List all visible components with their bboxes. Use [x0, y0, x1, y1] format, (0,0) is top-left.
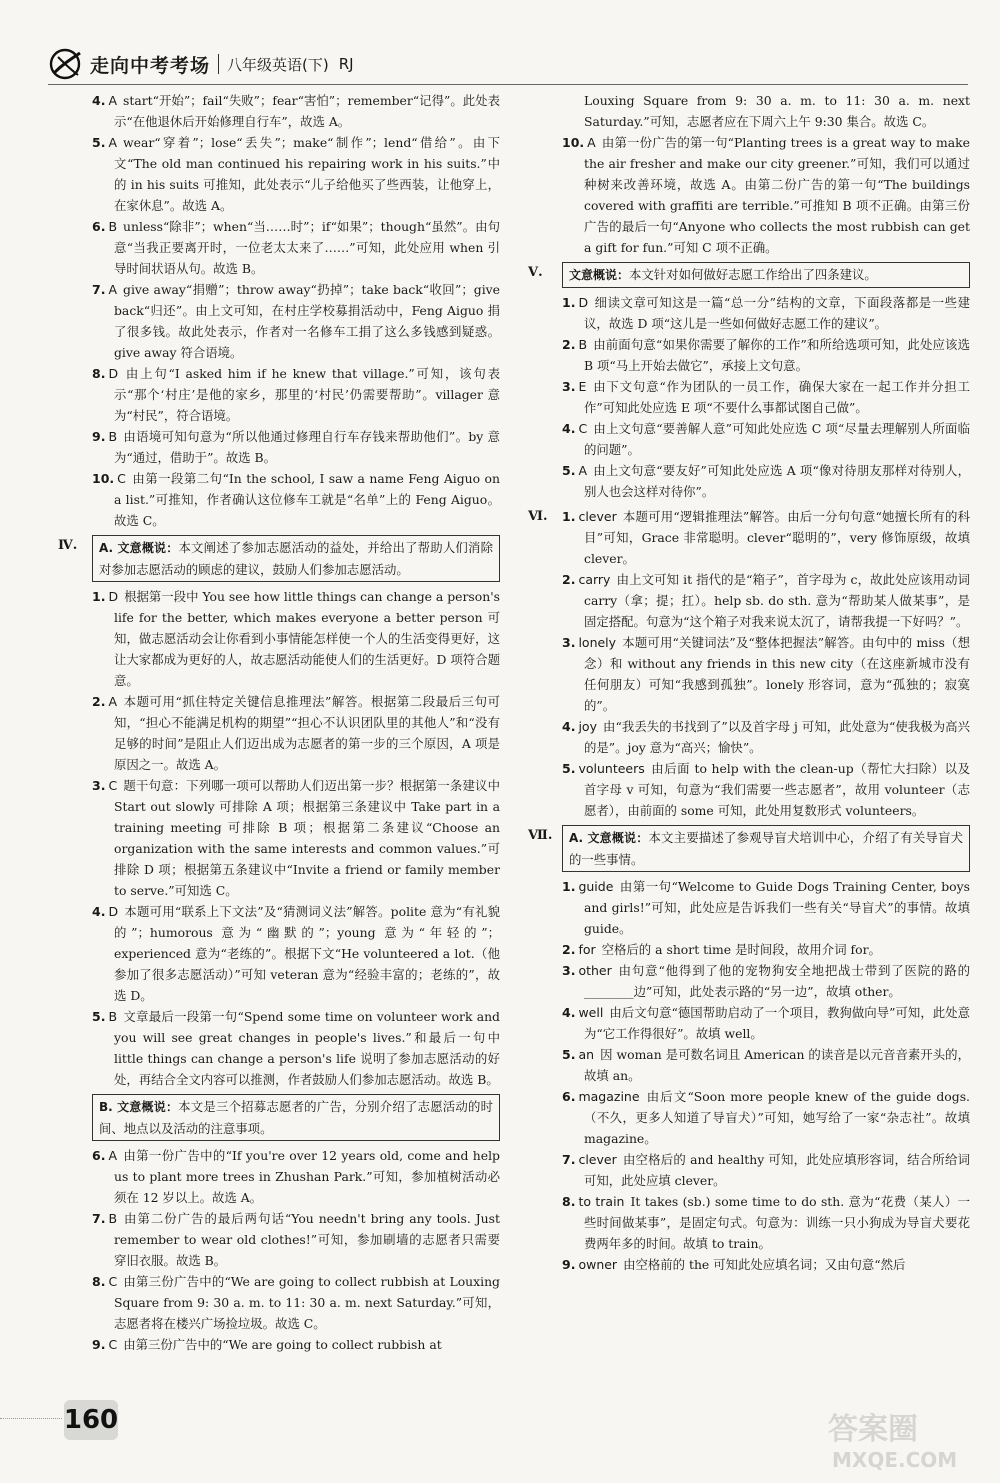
item-num: 6. [92, 1148, 106, 1163]
answer-item [562, 716, 970, 758]
item-answer: an [578, 1047, 595, 1062]
answer-item [562, 1191, 970, 1254]
item-num: 4. [562, 421, 576, 436]
answer-item [562, 460, 970, 502]
item-number [92, 694, 117, 709]
answer-item [92, 1208, 500, 1271]
item-num: 3. [562, 379, 576, 394]
item-num: 4. [92, 93, 106, 108]
item-answer: A [108, 93, 118, 108]
item-num: 4. [562, 1005, 576, 1020]
item-number [92, 429, 117, 444]
item-num: 8. [92, 1274, 106, 1289]
item-num: 7. [92, 1211, 106, 1226]
item-answer: for [578, 942, 596, 957]
item-answer: B [108, 219, 118, 234]
item-explanation: 细读文章可知这是一篇“总一分”结构的文章，下面段落都是一些建议，故选 D 项“这儿是一些如何做好志愿工作的建议”。 [584, 295, 970, 331]
answer-item [92, 1334, 500, 1355]
summary-title: A. 文意概说： [569, 831, 649, 845]
item-number [562, 635, 616, 650]
answer-item [562, 1254, 970, 1275]
item-answer: carry [578, 572, 611, 587]
item-answer: B [108, 1211, 118, 1226]
item-explanation: 由上文句意“要善解人意”可知此处应选 C 项“尽量去理解别人所面临的问题”。 [584, 421, 970, 457]
item-number [562, 1257, 617, 1272]
answer-item [562, 876, 970, 939]
item-number [92, 93, 117, 108]
answer-item [92, 1006, 500, 1090]
item-number [92, 1211, 117, 1226]
edition-label: RJ [338, 55, 354, 73]
item-number [92, 135, 117, 150]
answer-item [562, 1002, 970, 1044]
item-answer: C [108, 1337, 118, 1352]
item-answer: A [108, 282, 118, 297]
answer-item [562, 939, 970, 960]
page-header [48, 44, 354, 84]
item-number [562, 509, 617, 524]
answer-item [562, 418, 970, 460]
item-number [562, 942, 596, 957]
item-explanation: 由第一句“Welcome to Guide Dogs Training Center, boys and girls!”可知，此处应是告诉我们一些有关“导盲犬”的事情。故填 guide。 [584, 879, 970, 936]
item-explanation: 由后文句意“德国帮助启动了一个项目，教狗做向导”可知，此处意为“它工作得很好”。故填 well。 [584, 1005, 970, 1041]
subject-title: 八年级英语(下) [227, 55, 329, 74]
answer-item [92, 775, 500, 901]
item-num: 2. [562, 942, 576, 957]
item-explanation: 由后文“Soon more people knew of the guide dogs.（不久，更多人知道了导盲犬）”可知，她写给了一家“杂志社”。故填 magazine。 [584, 1089, 970, 1146]
item-number [562, 761, 645, 776]
item-explanation: 文章最后一段第一句“Spend some time on volunteer work and you will see great changes in people's lives.”和最后一句中 little things can change a person's life 说明了参加志愿活动的好处，再结合全文内容可以推测，作者鼓励人们参加志愿活动。故选 B。 [114, 1009, 500, 1087]
answer-item [92, 901, 500, 1006]
item-answer: well [578, 1005, 604, 1020]
item-number [562, 421, 587, 436]
item-explanation: 由第一份广告的第一句“Planting trees is a great way to make the air fresher and make our city greener.”可知，我们可以通过种树来改善环境，故选 A。由第二份广告的第一句“The buildings covered with graffiti are terrible.”可推知 B 项不正确。由第三份广告的最后一句“Anyone who collects the most rubbish can get a gift for fun.”可知 C 项不正确。 [584, 135, 970, 255]
answer-item [562, 632, 970, 716]
item-explanation: 由上文句意“要友好”可知此处应选 A 项“像对待朋友那样对待别人，别人也会这样对待你”。 [584, 463, 970, 499]
item-explanation: 空格后的 a short time 是时间段，故用介词 for。 [601, 942, 881, 957]
item-num: 3. [562, 963, 576, 978]
item-number [562, 963, 612, 978]
left-top-items [92, 90, 500, 531]
item-answer: D [108, 366, 119, 381]
item-number [92, 366, 118, 381]
right-column [528, 90, 970, 1275]
section-roman: Ⅴ. [528, 265, 543, 280]
item-answer: D [108, 589, 119, 604]
item-answer: C [108, 1274, 118, 1289]
item-num: 9. [92, 429, 106, 444]
item-explanation: 本题可用“逻辑推理法”解答。由后一分句句意“她擅长所有的科目”可知，Grace 非常聪明。clever“聪明的”，very 修饰原级，故填 clever。 [584, 509, 970, 566]
summary-box [562, 262, 970, 288]
watermark-line-1: 答案圈 [828, 1412, 918, 1447]
item-number [562, 1005, 603, 1020]
item-number [92, 589, 118, 604]
item-num: 5. [562, 761, 576, 776]
item-number [92, 219, 117, 234]
item-answer: A [578, 463, 588, 478]
summary-box-a [92, 535, 500, 582]
answer-item [92, 468, 500, 531]
item-explanation: 由句意“他得到了他的宠物狗安全地把战士带到了医院的路的________边”可知，此处表示路的“另一边”，故填 other。 [584, 963, 970, 999]
item-number [92, 778, 117, 793]
brand-logo-icon [48, 47, 84, 81]
summary-text: 本文阐述了参加志愿活动的益处，并给出了帮助人们消除对参加志愿活动的顾虑的建议，鼓励人们参加志愿活动。 [99, 540, 494, 577]
item-explanation: 因 woman 是可数名词且 American 的读音是以元音音素开头的，故填 an。 [584, 1047, 970, 1083]
item-num: 5. [92, 135, 106, 150]
item-explanation: start“开始”；fail“失败”；fear“害怕”；remember“记得”。此处表示“在他退休后开始修理自行车”，故选 A。 [114, 93, 500, 129]
section-7-items [562, 876, 970, 1275]
item-explanation: 根据第一段中 You see how little things can change a person's life for the better, which makes everyone a better person 可知，做志愿活动会让你看到小事情能怎样使一个人的生活变得更好，这让大家都成为更好的人，故志愿活动能使人们的生活更好。D 项符合题意。 [114, 589, 500, 688]
item-num: 5. [92, 1009, 106, 1024]
item-explanation: 由上句“I asked him if he knew that village.”可知，该句表示“那个‘村庄’是他的家乡，那里的‘村民’仍需要帮助”。villager 意为“村民”，符合语境。 [114, 366, 500, 423]
item-number [562, 1194, 624, 1209]
item-number [92, 471, 126, 486]
answer-item [92, 1271, 500, 1334]
item-number [92, 1148, 117, 1163]
item-num: 9. [92, 1337, 106, 1352]
answer-item [92, 363, 500, 426]
item-explanation: 由语境可知句意为“所以他通过修理自行车存钱来帮助他们”。by 意为“通过，借助于”。故选 B。 [114, 429, 500, 465]
item-explanation: 本题可用“关键词法”及“整体把握法”解答。由句中的 miss（想念）和 without any friends in this new city（在这座新城市没有任何朋友）可知“我感到孤独”。lonely 形容词，意为“孤独的；寂寞的”。 [584, 635, 970, 713]
item-answer: magazine [578, 1089, 640, 1104]
item-answer: B [108, 1009, 118, 1024]
item-number [562, 379, 586, 394]
item-answer: owner [578, 1257, 618, 1272]
item-explanation: 本题可用“联系上下文法”及“猜测词义法”解答。polite 意为“有礼貌的”；humorous 意为“幽默的”；young 意为“年轻的”；experienced 意为“老练的”。根据下文“He volunteered a lot.（他参加了很多志愿活动）”可知 veteran 意为“经验丰富的；老练的”，故选 D。 [114, 904, 500, 1003]
answer-item [562, 1044, 970, 1086]
item-number [562, 572, 610, 587]
item-answer: to train [578, 1194, 625, 1209]
item-answer: B [108, 429, 118, 444]
item-number [92, 1337, 117, 1352]
item-explanation: 由第二份广告的最后两句话“You needn't bring any tools. Just remember to wear old clothes!”可知，参加刷墙的志愿者只需要穿旧衣服。故选 B。 [114, 1211, 500, 1268]
section-4 [58, 535, 500, 1355]
answer-item [562, 960, 970, 1002]
item-num: 3. [92, 778, 106, 793]
section-4b-items [92, 1145, 500, 1355]
brand-title: 走向中考考场 [90, 54, 211, 77]
item-explanation: 由第三份广告中的“We are going to collect rubbish at [123, 1337, 442, 1352]
answer-item [562, 376, 970, 418]
item-num: 3. [562, 635, 576, 650]
item-num: 9. [562, 1257, 576, 1272]
section-7 [528, 825, 970, 1275]
item-number [92, 282, 117, 297]
answer-item [92, 586, 500, 691]
watermark-logo [820, 1405, 980, 1477]
answer-item [562, 1149, 970, 1191]
section-4a-items [92, 586, 500, 1090]
answer-continuation: Louxing Square from 9: 30 a. m. to 11: 30 a. m. next Saturday.”可知，志愿者应在下周六上午 9:30 集合。故选 C。 [584, 93, 970, 129]
item-number [562, 1089, 640, 1104]
summary-text: 本文是三个招募志愿者的广告，分别介绍了志愿活动的时间、地点以及活动的注意事项。 [99, 1099, 493, 1136]
item-num: 8. [562, 1194, 576, 1209]
item-num: 2. [92, 694, 106, 709]
answer-item [92, 691, 500, 775]
item-num: 4. [92, 904, 106, 919]
item-answer: A [108, 135, 118, 150]
item-explanation: 由下文句意“作为团队的一员工作，确保大家在一起工作并分担工作”可知此处应选 E 项“不要什么事都试图自己做”。 [584, 379, 970, 415]
item-num: 5. [562, 1047, 576, 1062]
section-roman: Ⅵ. [528, 509, 548, 524]
item-explanation: 由空格前的 the 可知此处应填名词；又由句意“然后 [623, 1257, 906, 1272]
item-answer: volunteers [578, 761, 645, 776]
summary-text: 本文针对如何做好志愿工作给出了四条建议。 [629, 267, 877, 282]
answer-item [562, 1086, 970, 1149]
summary-box [562, 825, 970, 872]
item-answer: lonely [578, 635, 617, 650]
item-10 [562, 132, 970, 258]
answer-item [562, 292, 970, 334]
item-explanation: 由“我丢失的书找到了”以及首字母 j 可知，此处意为“使我极为高兴的是”。joy 意为“高兴；愉快”。 [584, 719, 970, 755]
answer-item [92, 279, 500, 363]
item-explanation: 由后面 to help with the clean-up（帮忙大扫除）以及首字母 v 可知，句意为“我们需要一些志愿者”，故用 volunteer（志愿者），由前面的 some 可知，此处用复数形式 volunteers。 [584, 761, 970, 818]
section-5 [528, 262, 970, 502]
item-answer: clever [578, 509, 617, 524]
item-num: 1. [92, 589, 106, 604]
summary-title: A. 文意概说： [99, 541, 179, 555]
summary-title: B. 文意概说： [99, 1100, 179, 1114]
item-explanation: 由上文可知 it 指代的是“箱子”，首字母为 c，故此处应该用动词 carry（拿；提；扛）。help sb. do sth. 意为“帮助某人做某事”，是固定搭配。句意为“这个箱子对我来说太沉了，请帮我提一下好吗？”。 [584, 572, 970, 629]
item-explanation: wear“穿着”；lose“丢失”；make“制作”；lend“借给”。由下文“The old man continued his repairing work in his suits.”中的 in his suits 可推知，此处表示“儿子给他买了些西装，让他穿上，在家休息”。故选 A。 [114, 135, 500, 213]
section-6-items [562, 506, 970, 821]
item-number [92, 904, 118, 919]
answer-item [562, 506, 970, 569]
answer-item [92, 132, 500, 216]
item-answer: A [108, 1148, 118, 1163]
section-6 [528, 506, 970, 821]
item-answer: E [578, 379, 587, 394]
answer-item [562, 569, 970, 632]
item-number [562, 879, 613, 894]
left-column [58, 90, 500, 1355]
item-num: 1. [562, 295, 576, 310]
item-answer: A [587, 135, 596, 150]
item-num: 10. [92, 471, 115, 486]
item-explanation: 由第一段第二句“In the school, I saw a name Feng Aiguo on a list.”可推知，作者确认这位修车工就是“名单”上的 Feng Aiguo。故选 C。 [114, 471, 500, 528]
item-num: 2. [562, 572, 576, 587]
item-explanation: 由第一份广告中的“If you're over 12 years old, come and help us to plant more trees in Zhushan Park.”可知，参加植树活动必须在 12 岁以上。故选 A。 [114, 1148, 500, 1205]
item-num: 7. [562, 1152, 576, 1167]
item-answer: other [578, 963, 612, 978]
item-answer: clever [578, 1152, 617, 1167]
item-explanation: 本题可用“抓住特定关键信息推理法”解答。根据第二段最后三句可知，“担心不能满足机构的期望”“担心不认识团队里的其他人”和“没有足够的时间”是阻止人们迈出成为志愿者的第一步的三个原因，A 项是原因之一。故选 A。 [114, 694, 500, 772]
item-num: 6. [92, 219, 106, 234]
section-roman: Ⅶ. [528, 828, 553, 843]
item-answer: D [108, 904, 119, 919]
item-num: 10. [562, 135, 585, 150]
item-answer: guide [578, 879, 614, 894]
item-number [92, 1274, 117, 1289]
item-explanation: 由空格后的 and healthy 可知，此处应填形容词，结合所给词可知，此处应填 clever。 [584, 1152, 970, 1188]
item-number [562, 463, 587, 478]
summary-title: 文意概说： [569, 268, 630, 282]
answer-item [92, 1145, 500, 1208]
header-rule [48, 84, 968, 85]
item-explanation: 题干句意：下列哪一项可以帮助人们迈出第一步？根据第一条建议中 Start out slowly 可排除 A 项；根据第三条建议中 Take part in a training meeting 可排除 B 项；根据第二条建议“Choose an organization with the same interests and common values.”可排除 D 项；根据第五条建议中“Invite a friend or family member to serve.”可知选 C。 [114, 778, 500, 898]
page-number: 160 [64, 1400, 118, 1440]
item-num: 1. [562, 879, 576, 894]
item-num: 4. [562, 719, 576, 734]
answer-item [92, 90, 500, 132]
item-explanation: 由第三份广告中的“We are going to collect rubbish at Louxing Square from 9: 30 a. m. to 11: 30 a. m. next Saturday.”可知，志愿者将在楼兴广场捡垃圾。故选 C。 [114, 1274, 500, 1331]
item-answer: C [578, 421, 588, 436]
item-answer: C [108, 778, 118, 793]
item-num: 1. [562, 509, 576, 524]
answer-item [562, 334, 970, 376]
item-explanation: give away“捐赠”；throw away“扔掉”；take back“收回”；give back“归还”。由上文可知，在村庄学校募捐活动中，Feng Aiguo 捐了很多钱。故此处表示，作者对一名修车工捐了这么多钱感到疑惑。give away 符合语境。 [114, 282, 500, 360]
section-5-items [562, 292, 970, 502]
item-answer: D [578, 295, 589, 310]
footer-dotted-line [0, 1418, 62, 1420]
item-number [92, 1009, 117, 1024]
item-number [562, 337, 587, 352]
item-answer: A [108, 694, 118, 709]
answer-item [92, 216, 500, 279]
item-answer: B [578, 337, 588, 352]
item-number [562, 1047, 594, 1062]
item-number [562, 1152, 617, 1167]
answer-item [562, 132, 970, 258]
item-explanation: It takes (sb.) some time to do sth. 意为“花费（某人）一些时间做某事”，是固定句式。句意为：训练一只小狗成为导盲犬要花费两年多的时间。故填 to train。 [584, 1194, 970, 1251]
item-explanation: 由前面句意“如果你需要了解你的工作”和所给选项可知，此处应该选 B 项“马上开始去做它”，承接上文句意。 [584, 337, 970, 373]
item-number [562, 719, 597, 734]
item-answer: C [117, 471, 126, 486]
summary-box-b [92, 1094, 500, 1141]
item-answer: joy [578, 719, 597, 734]
section-roman: Ⅳ. [58, 538, 78, 553]
item-num: 2. [562, 337, 576, 352]
item-number [562, 295, 588, 310]
watermark-line-2: MXQE.COM [832, 1448, 958, 1472]
header-separator [218, 54, 219, 74]
item-num: 5. [562, 463, 576, 478]
answer-item [562, 758, 970, 821]
answer-item [92, 426, 500, 468]
item-number [562, 135, 596, 150]
item-num: 7. [92, 282, 106, 297]
item-num: 6. [562, 1089, 576, 1104]
item-num: 8. [92, 366, 106, 381]
item-explanation: unless“除非”；when“当……时”；if“如果”；though“虽然”。由句意“当我正要离开时，一位老太太来了……”可知，此处应用 when 引导时间状语从句。故选 B。 [114, 219, 500, 276]
summary-text: 本文主要描述了参观导盲犬培训中心，介绍了有关导盲犬的一些事情。 [569, 830, 964, 867]
